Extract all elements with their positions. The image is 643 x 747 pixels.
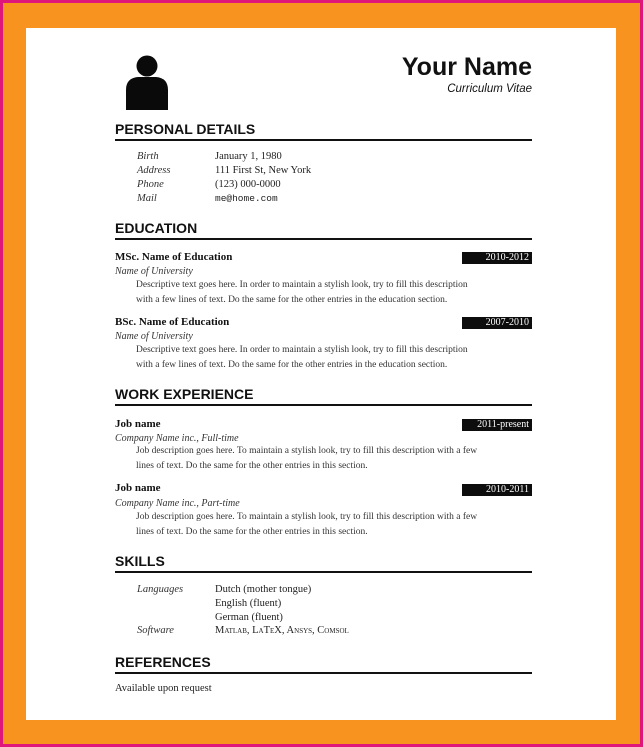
description-line: Descriptive text goes here. In order to maintain a stylish look, try to fill this description (136, 280, 468, 290)
work-job-name: Job name (115, 482, 161, 494)
skill-language: Dutch (mother tongue) (215, 584, 312, 595)
section-title-skills: SKILLS (115, 553, 532, 573)
description-line: Job description goes here. To maintain a stylish look, try to fill this description with a few (136, 512, 478, 522)
document-subtitle: Curriculum Vitae (447, 83, 532, 95)
skills-label-languages: Languages (137, 584, 184, 595)
education-school: Name of University (115, 331, 193, 342)
work-description (136, 510, 536, 539)
personal-label-mail: Mail (137, 193, 157, 204)
description-line: with a few lines of text. Do the same for the other entries in the education section. (136, 359, 448, 370)
work-description (136, 444, 536, 473)
name-header (402, 52, 532, 96)
description-line: Job description goes here. To maintain a stylish look, try to fill this description with a few (136, 446, 478, 456)
education-degree: MSc. Name of Education (115, 251, 233, 263)
personal-value-birth: January 1, 1980 (215, 151, 282, 162)
personal-label-address: Address (137, 165, 171, 176)
person-silhouette-icon (124, 54, 170, 110)
section-title-work: WORK EXPERIENCE (115, 386, 532, 406)
education-degree: BSc. Name of Education (115, 316, 230, 328)
section-title-personal: PERSONAL DETAILS (115, 121, 532, 141)
education-dates-badge: 2010-2012 (462, 252, 532, 264)
personal-value-mail[interactable]: me@home.com (215, 193, 278, 204)
skill-software: Matlab, LaTeX, Ansys, Comsol (215, 625, 349, 636)
resume-page (26, 28, 616, 720)
skill-language: German (fluent) (215, 612, 283, 623)
personal-value-address: 111 First St, New York (215, 165, 312, 176)
work-dates-badge: 2010-2011 (462, 484, 532, 496)
education-school: Name of University (115, 266, 193, 277)
work-company: Company Name inc., Full-time (115, 433, 239, 444)
skills-label-software: Software (137, 625, 174, 636)
skill-language: English (fluent) (215, 598, 282, 609)
description-line: Descriptive text goes here. In order to maintain a stylish look, try to fill this description (136, 345, 468, 355)
education-description (136, 343, 536, 372)
work-job-name: Job name (115, 418, 161, 430)
references-text: Available upon request (115, 683, 212, 694)
description-line: lines of text. Do the same for the other entries in this section. (136, 460, 368, 471)
personal-value-phone: (123) 000-0000 (215, 179, 281, 190)
full-name: Your Name (401, 53, 532, 81)
personal-label-phone: Phone (137, 179, 164, 190)
personal-label-birth: Birth (137, 151, 159, 162)
description-line: lines of text. Do the same for the other entries in this section. (136, 526, 368, 537)
description-line: with a few lines of text. Do the same for the other entries in the education section. (136, 294, 448, 305)
education-description (136, 278, 536, 307)
work-dates-badge: 2011-present (462, 419, 532, 431)
section-title-education: EDUCATION (115, 220, 532, 240)
work-company: Company Name inc., Part-time (115, 498, 240, 509)
section-title-references: REFERENCES (115, 654, 532, 674)
education-dates-badge: 2007-2010 (462, 317, 532, 329)
